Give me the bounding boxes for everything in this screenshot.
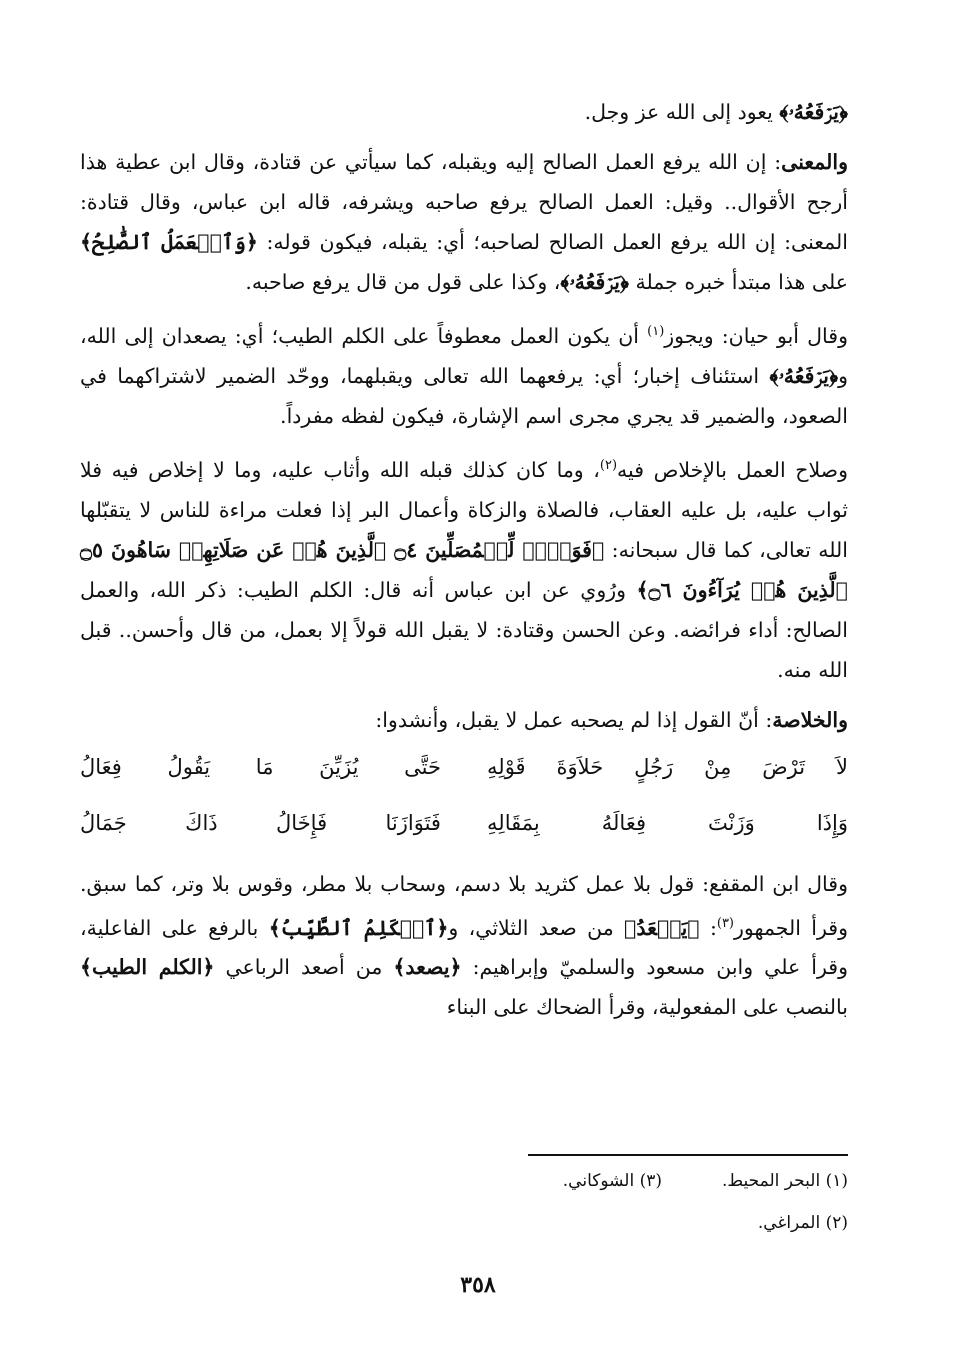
poem-hemistich: فَتَوَازَنَا فَإِخَالُ ذَاكَ جَمَالُ — [80, 810, 441, 835]
footnote: (١) البحر المحيط. — [722, 1171, 848, 1191]
footnote-ref: (١) — [647, 324, 665, 339]
paragraph — [80, 312, 848, 436]
footnote-ref: (٣) — [716, 915, 734, 931]
quran-quote: ﴿وَٱلۡعَمَلُ ٱلصَّٰلِحُ﴾ — [80, 230, 258, 254]
page-number: ٣٥٨ — [460, 1272, 496, 1298]
poem-verse — [80, 808, 848, 838]
footnote: (٢) المراغي. — [757, 1213, 848, 1233]
footnotes — [400, 1168, 848, 1252]
footnote: (٣) الشوكاني. — [562, 1171, 663, 1191]
text-run: ، وكذا على قول من قال يرفع صاحبه. — [245, 270, 561, 294]
quran-quote: ﴿يَصۡعَدُ﴾ — [624, 915, 700, 940]
quran-quote: ﴿يَرۡفَعُهُۥ﴾ — [560, 270, 630, 294]
text-run: وصلاح العمل بالإخلاص فيه — [617, 457, 848, 482]
paragraph — [80, 142, 848, 302]
paragraph — [80, 446, 848, 690]
text-run: من أصعد الرباعي — [214, 955, 394, 980]
text-run: : أنّ القول إذا لم يصحبه عمل لا يقبل، وأنشدوا: — [375, 707, 773, 732]
text-run: والمعنى — [781, 150, 848, 174]
text-run: ، وما كان كذلك قبله الله وأثاب عليه، وما لا إخلاص فيه فلا ثواب عليه، بل عليه العقاب، فالصلاة والزكاة وأعمال البر إذا فعلت مراءة للناس لا يتقبّلها الله تعالى، كما قال سبحانه: — [80, 457, 848, 562]
footnote-divider — [528, 1154, 848, 1156]
poem-hemistich: وَإِذَا وَزَنْتَ فِعَالَهُ بِمَقَالِهِ — [487, 810, 848, 835]
poem-hemistich: حَتَّى يُزَيِّنَ مَا يَقُولُ فِعَالُ — [80, 754, 441, 779]
quran-quote: ﴿يصعد﴾ — [393, 955, 462, 980]
text-run: : — [699, 915, 717, 940]
text-run: وقال ابن المقفع: قول بلا عمل كثريد بلا دسم، وسحاب بلا مطر، وقوس بلا وتر، كما سبق. وقرأ الجمهور — [80, 871, 848, 940]
footnote-row — [400, 1168, 848, 1194]
footnote-row — [400, 1210, 848, 1236]
quran-quote: ﴿يَرۡفَعُهُۥ﴾ — [779, 100, 848, 124]
paragraph — [80, 700, 848, 740]
text-run: بالرفع على الفاعلية، وقرأ علي وابن مسعود والسلميّ وإبراهيم: — [80, 915, 848, 980]
text-run: بالنصب على المفعولية، وقرأ الضحاك على البناء — [446, 995, 848, 1020]
poem-verse — [80, 752, 848, 782]
paragraph — [80, 864, 848, 1028]
footnote-ref: (٢) — [599, 457, 618, 473]
text-run: يعود إلى الله عز وجل. — [584, 100, 780, 124]
text-run: والخلاصة — [772, 707, 848, 732]
text-run: على هذا مبتدأ خبره جملة — [629, 270, 848, 294]
text-run: من صعد الثلاثي، و — [448, 915, 625, 940]
text-run: استئناف إخبار؛ أي: يرفعهما الله تعالى ويقبلهما، ووحّد الضمير لاشتراكهما في الصعود، والضمير قد يجري مجرى اسم الإشارة، فيكون لفظه مفرداً. — [80, 363, 848, 428]
text-run: ورُوي عن ابن عباس أنه قال: الكلم الطيب: ذكر الله، والعمل الصالح: أداء فرائضه. وعن الحسن وقتادة: لا يقبل الله قولاً إلا بعمل، من قال وأحسن.. قبل الله منه. — [80, 577, 848, 682]
quran-quote: ﴿يَرۡفَعُهُۥ﴾ — [769, 363, 839, 388]
quran-quote: ﴿الكلم الطيب﴾ — [80, 955, 215, 980]
paragraph — [80, 92, 848, 132]
text-run: : إن الله يرفع العمل الصالح إليه ويقبله، كما سيأتي عن قتادة، وقال ابن عطية هذا أرجح الأقوال.. وقيل: العمل الصالح يرفع صاحبه ويشرفه، قاله ابن عباس، وقال قتادة: المعنى: إن الله يرفع العمل الصالح لصاحبه؛ أي: يقبله، فيكون قوله: — [80, 150, 848, 254]
quran-quote: ﴿ٱلۡكَلِمُ ٱلطَّيِّبُ﴾ — [268, 915, 449, 940]
text-run: أن يكون العمل معطوفاً على الكلم الطيب؛ أي: يصعدان إلى الله، و — [80, 323, 848, 388]
poem-hemistich: لاَ تَرْضَ مِنْ رَجُلٍ حَلاَوَةَ قَوْلِهِ — [487, 754, 848, 779]
quran-quote: ﴿فَوَيۡلٞ لِّلۡمُصَلِّينَ ۝٤ ٱلَّذِينَ هُمۡ عَن صَلَاتِهِمۡ سَاهُونَ ۝٥ ٱلَّذِينَ هُمۡ يُرَآءُونَ ۝٦﴾ — [80, 537, 848, 602]
text-run: وقال أبو حيان: ويجوز — [664, 323, 849, 348]
main-text — [80, 92, 848, 1037]
poem — [80, 752, 848, 838]
